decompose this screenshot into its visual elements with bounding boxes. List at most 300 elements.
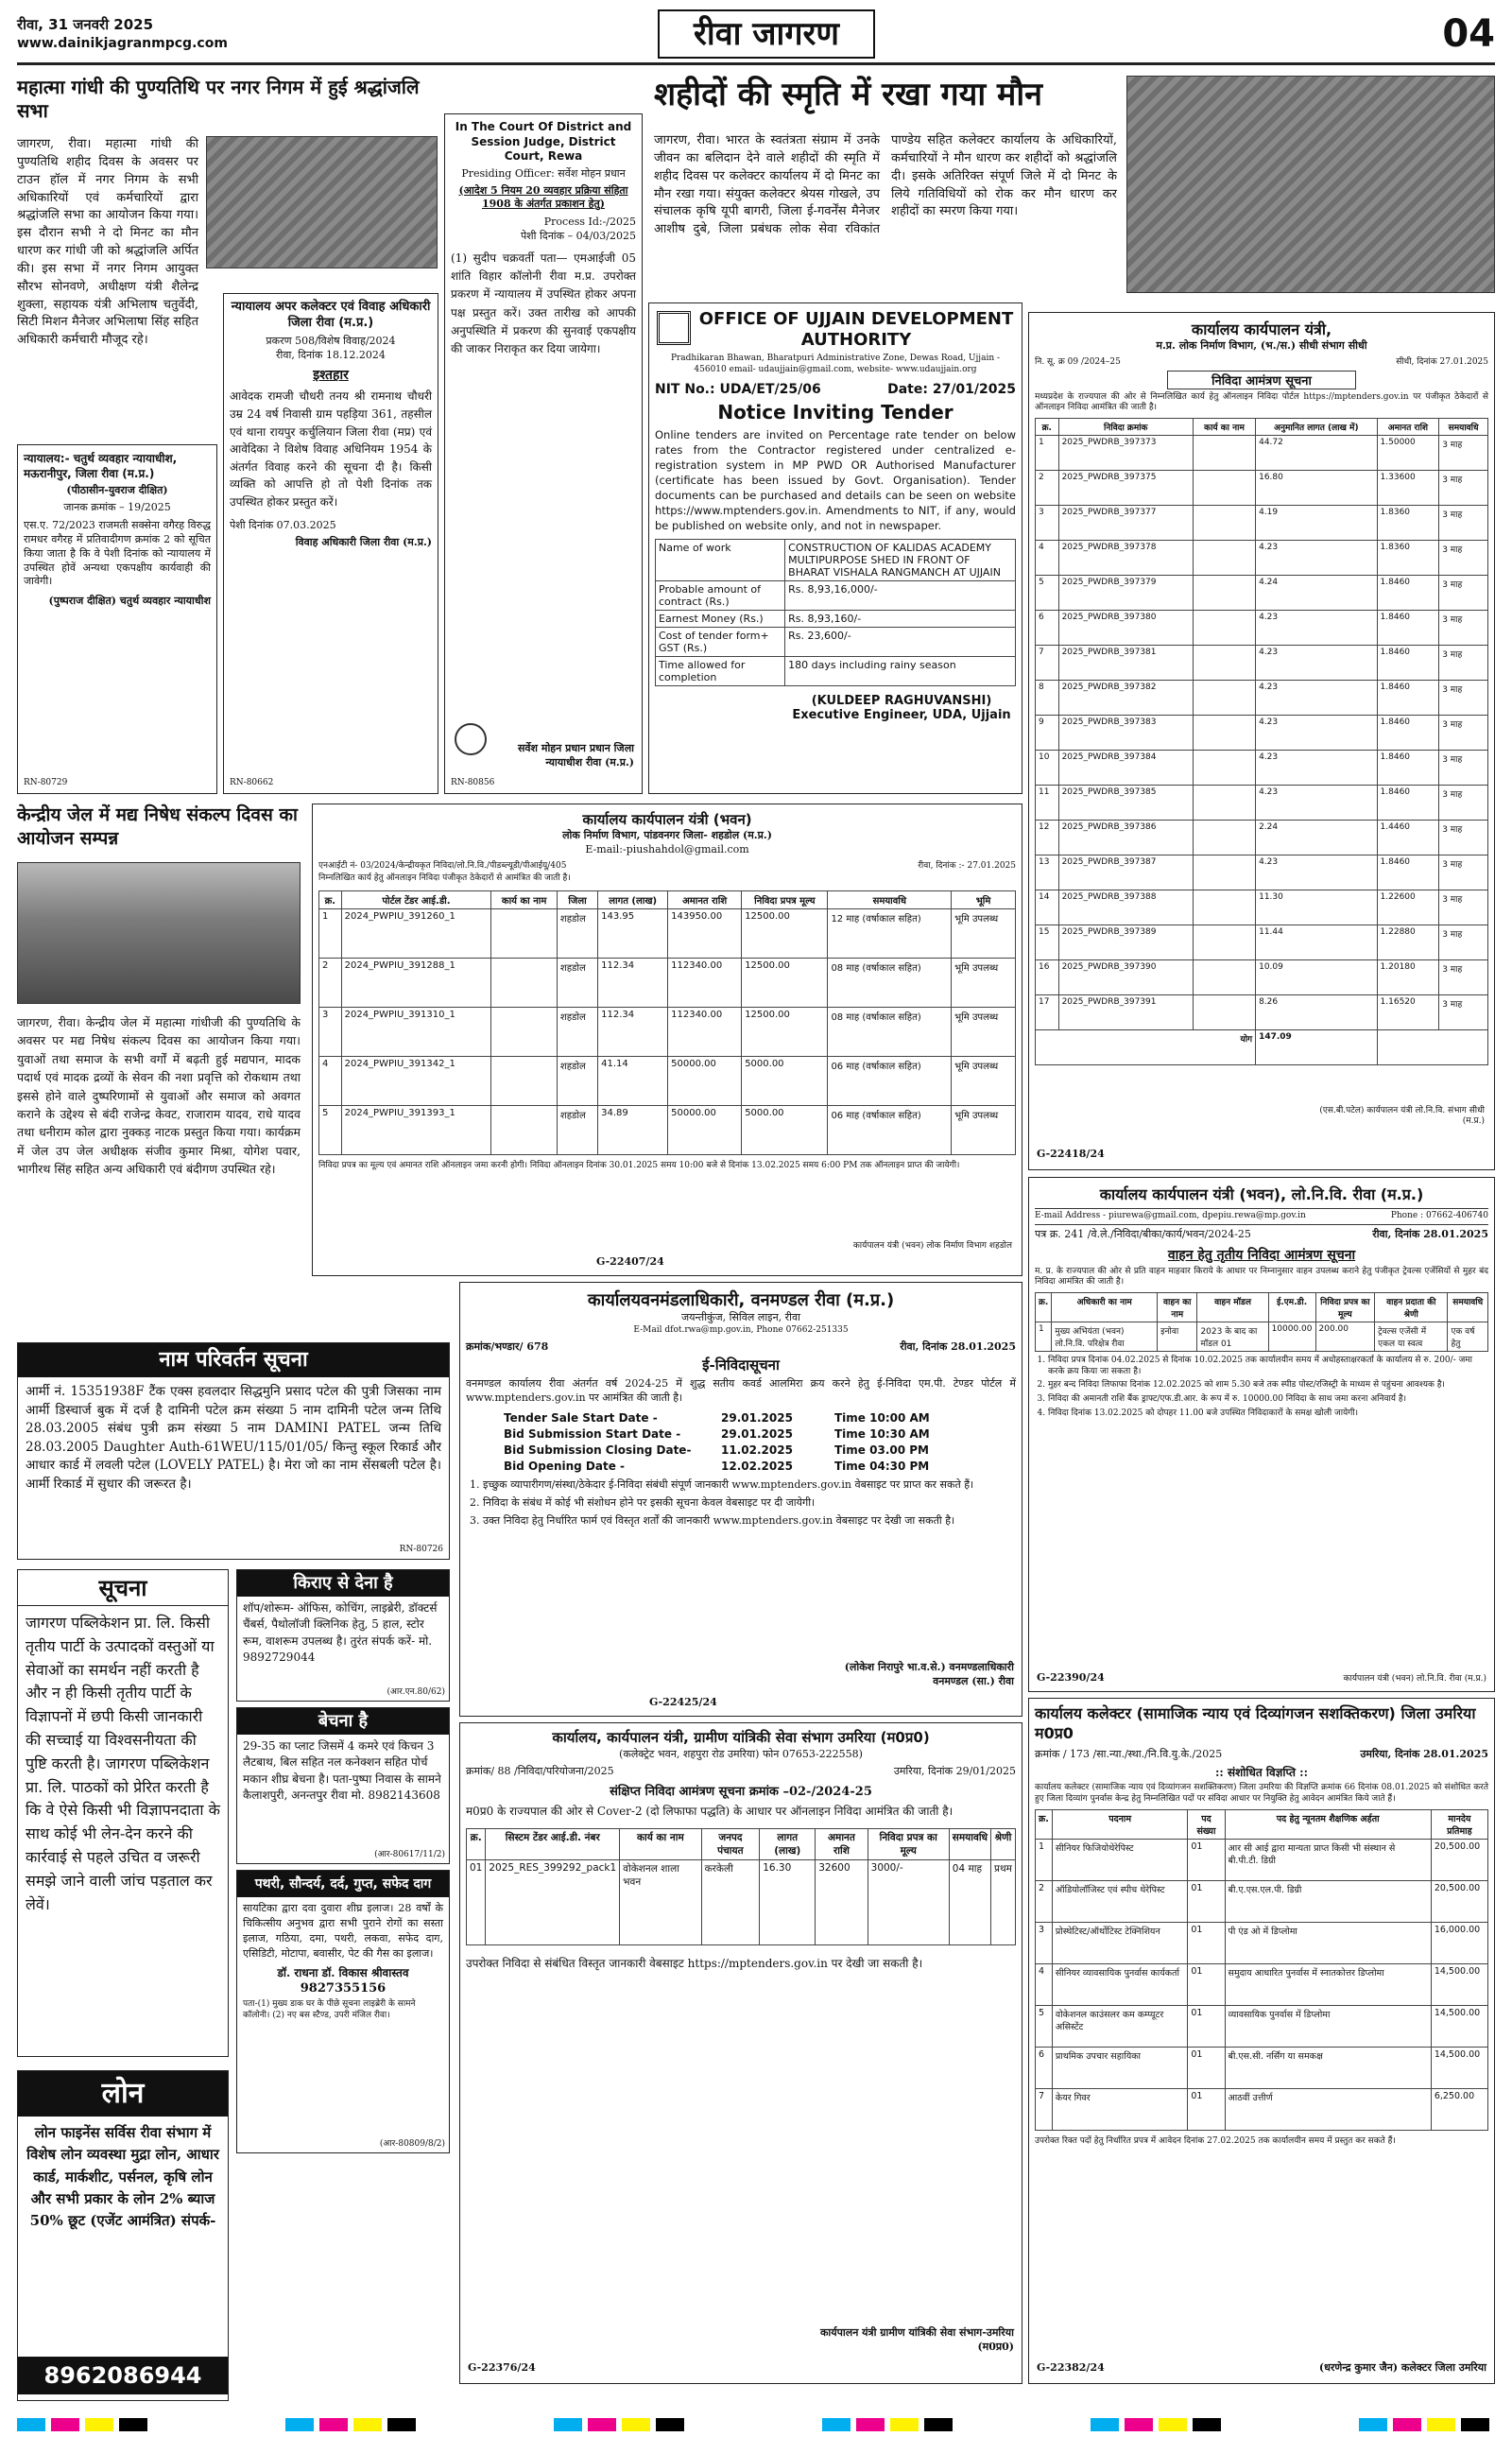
table-cell: भूमि उपलब्ध bbox=[952, 1106, 1016, 1155]
table-cell: पी एंड ओ में डिप्लोमा bbox=[1225, 1922, 1431, 1963]
table-cell: 2025_PWDRB_397391 bbox=[1058, 994, 1193, 1029]
list-item: 3. निविदा की अमानती राशि बैंक ड्राफ्ट/एफ.डी.आर. के रूप में रु. 10000.00 निविदा के साथ जमा करना अनिवार्य है। bbox=[1048, 1394, 1488, 1406]
registration-swatch-group bbox=[554, 2417, 690, 2435]
table-cell: अधिकारी का नाम bbox=[1052, 1292, 1158, 1322]
table-cell: 2025_RES_399292_pack1 bbox=[486, 1860, 620, 1945]
table-cell: 4.23 bbox=[1256, 645, 1377, 680]
table-cell: कार्य का नाम bbox=[491, 891, 558, 909]
table-cell: 2024_PWPIU_391393_1 bbox=[341, 1106, 491, 1155]
signature: सर्वेश मोहन प्रधान प्रधान जिला न्यायाधीश रीवा (म.प्र.) bbox=[518, 742, 634, 769]
table-cell: 16.80 bbox=[1256, 470, 1377, 505]
table-cell: Time 03.00 PM bbox=[834, 1443, 929, 1458]
table-cell bbox=[1193, 435, 1255, 470]
table-cell: 1.20180 bbox=[1377, 959, 1439, 994]
table-cell: 3 माह bbox=[1439, 785, 1488, 820]
table-cell: ट्रेवल्स एजेंसी में एकल या स्वत्व bbox=[1375, 1322, 1448, 1351]
table-cell: 2025_PWDRB_397373 bbox=[1058, 435, 1193, 470]
table-cell bbox=[1193, 890, 1255, 925]
notice-date: रीवा, दिनांक 18.12.2024 bbox=[276, 348, 386, 361]
table-cell: 3 माह bbox=[1439, 575, 1488, 610]
ref-number: एनआईटी नं- 03/2024/केन्द्रीयकृत निविदा/लो.नि.वि./पीडब्ल्यूडी/पीआईयू/405 bbox=[318, 860, 567, 871]
office-name: कार्यालय कलेक्टर (सामाजिक न्याय एवं दिव्यांगजन सशक्तिकरण) जिला उमरिया म0प्र0 bbox=[1035, 1704, 1476, 1742]
table-cell: 1.8460 bbox=[1377, 610, 1439, 645]
table-cell: 1.8460 bbox=[1377, 715, 1439, 750]
table-cell: अनुमानित लागत (लाख में) bbox=[1256, 418, 1377, 435]
office-name: कार्यालय, कार्यपालन यंत्री, ग्रामीण यांत्रिकी सेवा संभाग उमरिया (म0प्र0) bbox=[552, 1729, 930, 1746]
table-row bbox=[1036, 470, 1488, 505]
classified-rent bbox=[236, 1569, 450, 1702]
notice-body: एस.ए. 72/2023 राजमती सक्सेना वगैरह विरुद्ध रामधर वगैरह में प्रतिवादीगण क्रमांक 2 को सूचित किया जाता है कि वे पेशी दिनांक को न्यायालय में उपस्थित होवें अन्यथा एकपक्षीय कार्यवाही की जावेगी। bbox=[24, 519, 211, 588]
classified-body: लोन फाइनेंस सर्विस रीवा संभाग में विशेष लोन व्यवस्था मुद्रा लोन, आधार कार्ड, मार्कशीट, पर्सनल, कृषि लोन और सभी प्रकार के लोन 2% ब्याज 50% छूट (एजेंट आमंत्रित) संपर्क- bbox=[26, 2124, 219, 2229]
table-cell: 2025_PWDRB_397385 bbox=[1058, 785, 1193, 820]
table-cell: कार्य का नाम bbox=[620, 1829, 701, 1860]
office-email[interactable]: E-mail:-piushahdol@gmail.com bbox=[585, 842, 749, 855]
table-cell: 2 bbox=[319, 959, 342, 1008]
table-cell: आठवीं उत्तीर्ण bbox=[1225, 2088, 1431, 2130]
color-registration-strip bbox=[17, 2416, 1495, 2435]
story-jail bbox=[17, 804, 301, 1333]
photo-silence bbox=[1126, 76, 1495, 293]
table-cell: 12500.00 bbox=[742, 959, 828, 1008]
table-cell: 11.30 bbox=[1256, 890, 1377, 925]
table-row bbox=[1036, 750, 1488, 785]
table-cell: 112340.00 bbox=[668, 1008, 742, 1057]
registration-swatch bbox=[319, 2418, 348, 2431]
registration-swatch bbox=[285, 2418, 314, 2431]
headline: शहीदों की स्मृति में रखा गया मौन bbox=[654, 76, 1043, 113]
rn-code: RN-80726 bbox=[399, 1545, 443, 1555]
table-row bbox=[1036, 890, 1488, 925]
table-cell: एक वर्ष हेतु bbox=[1448, 1322, 1488, 1351]
notice-name-change bbox=[17, 1342, 450, 1560]
office-email[interactable]: E-mail Address - piurewa@gmail.com, dpepiu.rewa@mp.gov.in bbox=[1035, 1211, 1306, 1220]
table-cell: Probable amount of contract (Rs.) bbox=[656, 581, 785, 611]
table-cell: 12 माह (वर्षाकाल सहित) bbox=[828, 909, 952, 959]
table-cell: 04 माह bbox=[949, 1860, 990, 1945]
table-cell: 12.02.2025 bbox=[721, 1460, 793, 1474]
table-cell: 1 bbox=[1036, 435, 1059, 470]
office-address: (कलेक्ट्रेट भवन, शहपुरा रोड उमरिया) फोन 07653-222558) bbox=[619, 1747, 863, 1760]
ref-number: पत्र क्र. 241 /वे.ले./निविदा/बीका/कार्य/भवन/2024-25 bbox=[1035, 1227, 1251, 1240]
nit-number: NIT No.: UDA/ET/25/06 bbox=[655, 381, 821, 397]
table-cell: 44.72 bbox=[1256, 435, 1377, 470]
table-cell bbox=[1193, 750, 1255, 785]
rn-code: RN-80729 bbox=[24, 778, 68, 788]
registration-swatch bbox=[588, 2418, 616, 2431]
notice-heading: इश्तहार bbox=[313, 368, 349, 384]
notice-date: उमरिया, दिनांक 28.01.2025 bbox=[1360, 1747, 1488, 1760]
list-item: 1. निविदा प्रपत्र दिनांक 04.02.2025 से दिनांक 10.02.2025 तक कार्यालयीन समय में अधोहस्ताक्षरकर्ता के कार्यालय से रु. 200/- जमा करके क्रय किया जा सकता है। bbox=[1048, 1356, 1488, 1377]
table-cell: 16.30 bbox=[760, 1860, 816, 1945]
table-row bbox=[656, 540, 1016, 581]
table-cell: 10000.00 bbox=[1268, 1322, 1315, 1351]
phone-number[interactable]: 8962086944 bbox=[18, 2357, 228, 2394]
table-cell: 01 bbox=[1188, 2005, 1225, 2047]
notice-subtitle: (पीठासीन-युवराज दीक्षित) bbox=[66, 484, 168, 497]
table-cell: योग bbox=[1036, 1029, 1256, 1064]
table-cell: सीनियर फिजियोथेरेपिस्ट bbox=[1052, 1839, 1187, 1880]
signature: (धरणेन्द्र कुमार जैन) कलेक्टर जिला उमरिया bbox=[1318, 2361, 1486, 2375]
table-row bbox=[656, 657, 1016, 686]
table-cell: वाहन का नाम bbox=[1158, 1292, 1197, 1322]
table-row bbox=[1036, 610, 1488, 645]
table-cell: 2025_PWDRB_397380 bbox=[1058, 610, 1193, 645]
table-cell: Name of work bbox=[656, 540, 785, 581]
table-cell: 2025_PWDRB_397388 bbox=[1058, 890, 1193, 925]
table-cell: 11 bbox=[1036, 785, 1059, 820]
registration-swatch bbox=[1461, 2418, 1489, 2431]
registration-swatch bbox=[51, 2418, 79, 2431]
table-cell: Rs. 8,93,160/- bbox=[785, 611, 1016, 628]
story-body: जागरण, रीवा। केन्द्रीय जेल में महात्मा गांधीजी की पुण्यतिथि के अवसर पर मद्य निषेध संकल्प दिवस का आयोजन किया गया। युवाओं तथा समाज के सभी वर्गों में बढ़ती हुई मद्यपान, मादक पदार्थ एवं मादक द्रव्यों के सेवन की नशा प्रवृत्ति को रोकथाम तथा इससे होने वाले दुष्परिणामों से युवाओं और समाज को अवगत कराने के उद्देश्य से बंदी राजेन्द्र केवट, राजाराम यादव, राधे यादव तथा धनीराम कोल द्वारा नुक्कड़ नाटक प्रस्तुत किया गया। कार्यक्रम में जेल उप जेल अधीक्षक संजीव कुमार मिश्रा, योगेश पवार, भागीरथ सिंह सहित अन्य अधिकारी एवं बंदीगण उपस्थित रहे। bbox=[17, 1015, 301, 1176]
table-row bbox=[1036, 1322, 1488, 1351]
table-cell: 1.8460 bbox=[1377, 855, 1439, 890]
table-cell: 4 bbox=[1036, 540, 1059, 575]
table-cell: 112340.00 bbox=[668, 959, 742, 1008]
notice-intro: म. प्र. के राज्यपाल की ओर से प्रति वाहन माहवार किराये के आधार पर निम्नानुसार वाहन उपलब्ध कराने हेतु पंजीकृत ट्रेवल्स एजेंसियों से मुहर बंद निविदा आमंत्रित की जाती है। bbox=[1035, 1266, 1488, 1287]
tender-shahdol bbox=[312, 804, 1022, 1276]
vehicle-table bbox=[1035, 1292, 1488, 1352]
notice-court-mauranipur bbox=[17, 444, 217, 794]
table-cell bbox=[491, 1106, 558, 1155]
table-cell: 1.8460 bbox=[1377, 785, 1439, 820]
signature: कार्यपालन यंत्री (भवन) लोक निर्माण विभाग शहडोल bbox=[852, 1241, 1012, 1252]
registration-swatch-group bbox=[17, 2417, 153, 2435]
table-cell: जिला bbox=[557, 891, 597, 909]
table-row bbox=[1036, 435, 1488, 470]
classified-health bbox=[236, 1870, 450, 2153]
registration-swatch bbox=[85, 2418, 113, 2431]
table-cell: Time 04:30 PM bbox=[834, 1460, 930, 1474]
table-cell: भूमि bbox=[952, 891, 1016, 909]
table-cell: 1 bbox=[1036, 1322, 1052, 1351]
list-item: 2. मुहर बन्द निविदा लिफाफा दिनांक 12.02.2025 को शाम 5.30 बजे तक स्पीड पोस्ट/रजिस्ट्री के माध्यम से पहुंचना आवश्यक है। bbox=[1048, 1380, 1488, 1391]
table-cell bbox=[1193, 855, 1255, 890]
table-cell: शहडोल bbox=[557, 1106, 597, 1155]
registration-swatch-group bbox=[822, 2417, 958, 2435]
table-cell: 10 bbox=[1036, 750, 1059, 785]
office-dept: म.प्र. लोक निर्माण विभाग, (भ./स.) सीधी संभाग सीधी bbox=[1156, 339, 1367, 352]
table-cell: 11.44 bbox=[1256, 925, 1377, 959]
notice-intro: मध्यप्रदेश के राज्यपाल की ओर से निम्नलिखित कार्य हेतु ऑनलाइन निविदा पोर्टल https://mptenders.gov.in पर पंजीकृत ठेकेदारों से ऑनलाइन निविदा आमंत्रित की जाती है। bbox=[1035, 391, 1488, 413]
table-cell: 32600 bbox=[816, 1860, 868, 1945]
table-cell: भूमि उपलब्ध bbox=[952, 1008, 1016, 1057]
table-cell: वाहन मॉडल bbox=[1197, 1292, 1268, 1322]
table-cell: 4.23 bbox=[1256, 855, 1377, 890]
table-cell: 41.14 bbox=[598, 1057, 668, 1106]
schedule-row bbox=[504, 1427, 1016, 1441]
office-name: OFFICE OF UJJAIN DEVELOPMENT AUTHORITY bbox=[698, 309, 1014, 350]
table-cell: 50000.00 bbox=[668, 1106, 742, 1155]
table-row bbox=[1036, 575, 1488, 610]
table-cell: समयावधि bbox=[1439, 418, 1488, 435]
phone-number[interactable]: 9827355156 bbox=[300, 1980, 387, 1996]
table-cell: 7 bbox=[1036, 2088, 1053, 2130]
masthead-rule bbox=[17, 62, 1495, 65]
table-cell bbox=[1193, 575, 1255, 610]
table-cell bbox=[1193, 505, 1255, 540]
registration-swatch bbox=[856, 2418, 885, 2431]
office-phone: Phone : 07662-406740 bbox=[1390, 1211, 1488, 1220]
notice-intro: म0प्र0 के राज्यपाल की ओर से Cover-2 (दो लिफाफा पद्धति) के आधार पर ऑनलाइन निविदा आमंत्रित की जाती है। bbox=[466, 1805, 954, 1819]
table-cell: Time 10:00 AM bbox=[834, 1411, 930, 1426]
signatory: (KULDEEP RAGHUVANSHI) bbox=[811, 694, 992, 709]
court-seal-icon bbox=[455, 723, 487, 755]
table-cell: शहडोल bbox=[557, 1057, 597, 1106]
notice-marriage bbox=[223, 293, 438, 794]
registration-swatch bbox=[1159, 2418, 1187, 2431]
table-row bbox=[656, 628, 1016, 657]
table-cell: 3 माह bbox=[1439, 505, 1488, 540]
notice-title: नाम परिवर्तन सूचना bbox=[18, 1343, 449, 1377]
table-cell: 2025_PWDRB_397379 bbox=[1058, 575, 1193, 610]
registration-swatch bbox=[622, 2418, 650, 2431]
table-cell: क्र. bbox=[319, 891, 342, 909]
tender-table bbox=[655, 539, 1016, 686]
classified-body: सायटिका द्वारा दवा दुवारा शीघ्र इलाज। 28 वर्षों के चिकित्सीय अनुभव द्वारा सभी पुराने रोगों का सस्ता इलाज, गठिया, दमा, पथरी, लकवा, सफेद दाग, एसिडिटी, मोटापा, बवासीर, पेट की गैस का इलाज। bbox=[243, 1902, 443, 1960]
registration-swatch bbox=[554, 2418, 582, 2431]
table-cell: 50000.00 bbox=[668, 1057, 742, 1106]
table-cell bbox=[1193, 715, 1255, 750]
signature: विवाह अधिकारी जिला रीवा (म.प्र.) bbox=[295, 536, 432, 549]
notice-disclaimer bbox=[17, 1569, 229, 2057]
table-cell: 01 bbox=[1188, 1880, 1225, 1922]
table-cell: 3 माह bbox=[1439, 680, 1488, 715]
table-cell: ऑडियोलॉजिस्ट एवं स्पीच थेरेपिस्ट bbox=[1052, 1880, 1187, 1922]
table-cell: 3 bbox=[319, 1008, 342, 1057]
table-cell: 3 माह bbox=[1439, 540, 1488, 575]
table-cell: 3 माह bbox=[1439, 959, 1488, 994]
headline: केन्द्रीय जेल में मद्य निषेध संकल्प दिवस का आयोजन सम्पन्न bbox=[17, 804, 298, 849]
table-cell bbox=[1193, 470, 1255, 505]
rn-code: RN-80856 bbox=[451, 778, 495, 788]
classified-sale bbox=[236, 1707, 450, 1864]
office-email[interactable]: E-Mail dfot.rwa@mp.gov.in, Phone 07662-251335 bbox=[633, 1324, 849, 1335]
notice-date: रीवा, दिनांक 28.01.2025 bbox=[900, 1339, 1016, 1353]
table-cell: 3000/- bbox=[868, 1860, 949, 1945]
table-cell: 16,000.00 bbox=[1431, 1922, 1487, 1963]
notice-heading: संक्षिप्त निविदा आमंत्रण सूचना क्रमांक –02-/2024-25 bbox=[610, 1785, 872, 1800]
table-cell: वोकेशनल काउंसलर कम कम्प्यूटर असिस्टेंट bbox=[1052, 2005, 1187, 2047]
classified-loan bbox=[17, 2070, 229, 2401]
table-cell: 1 bbox=[319, 909, 342, 959]
table-cell bbox=[1193, 820, 1255, 855]
table-cell bbox=[1193, 959, 1255, 994]
table-cell: 4.19 bbox=[1256, 505, 1377, 540]
page-number: 04 bbox=[1442, 12, 1495, 56]
table-cell: 08 माह (वर्षाकाल सहित) bbox=[828, 959, 952, 1008]
table-row bbox=[1036, 1839, 1488, 1880]
table-cell: 4.23 bbox=[1256, 785, 1377, 820]
table-cell bbox=[1377, 1029, 1487, 1064]
table-cell bbox=[1193, 540, 1255, 575]
table-cell: 6 bbox=[1036, 610, 1059, 645]
presiding-officer: Presiding Officer: सर्वेश मोहन प्रधान bbox=[461, 166, 626, 180]
table-cell: समुदाय आधारित पुनर्वास में स्नातकोत्तर डिप्लोमा bbox=[1225, 1963, 1431, 2005]
table-cell: 01 bbox=[1188, 2088, 1225, 2130]
table-cell: 3 bbox=[1036, 505, 1059, 540]
table-cell: 2024_PWPIU_391260_1 bbox=[341, 909, 491, 959]
ref-number: क्रमांक/भण्डार/ 678 bbox=[466, 1339, 549, 1353]
table-row bbox=[1036, 1880, 1488, 1922]
table-cell: क्र. bbox=[1036, 1809, 1053, 1839]
table-cell bbox=[1193, 925, 1255, 959]
table-cell: 3 माह bbox=[1439, 435, 1488, 470]
table-cell: 2025_PWDRB_397384 bbox=[1058, 750, 1193, 785]
table-cell: 5000.00 bbox=[742, 1106, 828, 1155]
masthead bbox=[17, 9, 1495, 66]
collector-table bbox=[1035, 1809, 1488, 2131]
rn-code: (आर-80617/11/2) bbox=[374, 1850, 445, 1860]
table-cell: 12500.00 bbox=[742, 909, 828, 959]
table-cell: 147.09 bbox=[1256, 1029, 1377, 1064]
table-cell: 10.09 bbox=[1256, 959, 1377, 994]
table-cell: 1.50000 bbox=[1377, 435, 1439, 470]
registration-swatch bbox=[119, 2418, 147, 2431]
office-dept: लोक निर्माण विभाग, पांडवनगर जिला- शहडोल (म.प्र.) bbox=[562, 829, 772, 841]
table-cell: 1.8460 bbox=[1377, 575, 1439, 610]
table-cell bbox=[491, 1057, 558, 1106]
table-cell: 9 bbox=[1036, 715, 1059, 750]
table-cell: पोर्टल टेंडर आई.डी. bbox=[341, 891, 491, 909]
tender-sidhi bbox=[1028, 312, 1495, 1170]
case-number: प्रकरण 508/विशेष विवाह/2024 bbox=[266, 334, 396, 347]
notice-title: न्यायालय:- चतुर्थ व्यवहार न्यायाधीश, मऊरानीपुर, जिला रीवा (म.प्र.) bbox=[24, 452, 178, 481]
table-cell: 2025_PWDRB_397378 bbox=[1058, 540, 1193, 575]
table-cell: प्राथमिक उपचार सहायिका bbox=[1052, 2047, 1187, 2088]
table-cell: 2024_PWPIU_391310_1 bbox=[341, 1008, 491, 1057]
table-cell: 4.23 bbox=[1256, 540, 1377, 575]
table-row bbox=[1036, 1963, 1488, 2005]
signature: (पुष्पराज दीक्षित) चतुर्थ व्यवहार न्यायाधीश bbox=[48, 595, 211, 608]
table-cell: प्रोस्थेटिस्ट/ऑर्थोटिस्ट टेक्निशियन bbox=[1052, 1922, 1187, 1963]
table-cell: 4.23 bbox=[1256, 715, 1377, 750]
signature: कार्यपालन यंत्री (भवन) लो.नि.वि. रीवा (म.प्र.) bbox=[1343, 1674, 1486, 1685]
table-cell: निविदा प्रपत्र मूल्य bbox=[742, 891, 828, 909]
table-cell: 11.02.2025 bbox=[721, 1443, 793, 1458]
notice-title: सूचना bbox=[18, 1570, 228, 1606]
table-row bbox=[319, 909, 1016, 959]
office-address: Pradhikaran Bhawan, Bharatpuri Administrative Zone, Dewas Road, Ujjain - 456010 email- udaujjain@gmail.com, website- www.udaujjain.org bbox=[670, 354, 1001, 374]
classified-body: शॉप/शोरूम- ऑफिस, कोचिंग, लाइब्रेरी, डॉक्टर्स चैंबर्स, पैथोलॉजी क्लिनिक हेतु, 5 हाल, स्टोर रूम, वाशरूम उपलब्ध है। तुरंत संपर्क करें- मो. 9892729044 bbox=[243, 1601, 438, 1665]
table-cell: मुख्य अभियंता (भवन) लो.नि.वि. परिक्षेत्र रीवा bbox=[1052, 1322, 1158, 1351]
story-martyrs bbox=[654, 76, 1495, 302]
registration-swatch bbox=[1193, 2418, 1221, 2431]
table-cell: 12 bbox=[1036, 820, 1059, 855]
notice-body: आवेदक रामजी चौधरी तनय श्री रामनाथ चौधरी उम्र 24 वर्ष निवासी ग्राम पहड़िया 361, तहसील एवं थाना रायपुर कर्चुलियान जिला रीवा (मप्र) एवं आवेदिका ने विशेष विवाह अधिनियम 1954 के अंतर्गत विवाह करने की सूचना दी है। किसी व्यक्ति को आपत्ति हो तो पेशी दिनांक तक उपस्थित होकर प्रस्तुत करें। bbox=[230, 389, 432, 510]
table-cell bbox=[1193, 645, 1255, 680]
table-cell: 5 bbox=[1036, 575, 1059, 610]
tender-body: Online tenders are invited on Percentage rate tender on below rates from the Contractor registered under centralized e-registration system in MP PWD OR Authorised Manufacturer (certificate has been issued by Govt. Organisation). Tender documents can be purchased and details can be seen on website https://www.mptenders.gov.in. Amendments to NIT, if any, would be published on website only, and not in newspaper. bbox=[655, 427, 1016, 533]
table-cell: बी.ए.एस.एल.पी. डिग्री bbox=[1225, 1880, 1431, 1922]
table-cell: 5000.00 bbox=[742, 1057, 828, 1106]
office-address: जयन्तीकुंज, सिविल लाइन, रीवा bbox=[681, 1311, 800, 1323]
rn-code: (आर-80809/8/2) bbox=[379, 2139, 445, 2150]
schedule-row bbox=[504, 1460, 1016, 1473]
table-row bbox=[1036, 994, 1488, 1029]
table-cell: भूमि उपलब्ध bbox=[952, 1057, 1016, 1106]
table-cell: 2023 के बाद का मॉडल 01 bbox=[1197, 1322, 1268, 1351]
table-cell: 1.8460 bbox=[1377, 645, 1439, 680]
table-cell: व्यावसायिक पुनर्वास में डिप्लोमा bbox=[1225, 2005, 1431, 2047]
table-cell: 2.24 bbox=[1256, 820, 1377, 855]
table-row bbox=[1036, 1922, 1488, 1963]
notice-court-session bbox=[444, 113, 643, 794]
list-item: 1. इच्छुक व्यापारीगण/संस्था/ठेकेदार ई-निविदा संबंधी संपूर्ण जानकारी www.mptenders.gov.in वेबसाइट पर प्राप्त कर सकते हैं। bbox=[483, 1478, 1016, 1493]
table-cell: 29.01.2025 bbox=[721, 1427, 793, 1442]
table-cell: Bid Submission Start Date - bbox=[504, 1427, 681, 1442]
table-row bbox=[656, 611, 1016, 628]
table-cell: 3 bbox=[1036, 1922, 1053, 1963]
table-cell: 4.23 bbox=[1256, 750, 1377, 785]
table-cell: 2025_PWDRB_397389 bbox=[1058, 925, 1193, 959]
table-cell: 01 bbox=[1188, 2047, 1225, 2088]
table-cell: 20,500.00 bbox=[1431, 1880, 1487, 1922]
notice-date: रीवा, दिनांक 28.01.2025 bbox=[1372, 1227, 1488, 1240]
schedule-row bbox=[504, 1411, 1016, 1425]
table-cell: 01 bbox=[1188, 1922, 1225, 1963]
ad-code: G-22407/24 bbox=[596, 1255, 664, 1269]
website[interactable]: www.dainikjagranmpcg.com bbox=[17, 36, 228, 51]
photo-gandhi-tribute bbox=[206, 136, 438, 268]
table-cell: पदनाम bbox=[1052, 1809, 1187, 1839]
notice-body: जागरण पब्लिकेशन प्रा. लि. किसी तृतीय पार्टी के उत्पादकों वस्तुओं या सेवाओं का समर्थन नहीं करती है और न ही किसी तृतीय पार्टी के विज्ञापनों में छपी किसी जानकारी की सच्चाई या विश्वसनीयता की पुष्टि करती है। जागरण पब्लिकेशन प्रा. लि. पाठकों को प्रेरित करती है कि वे ऐसे किसी भी विज्ञापनदाता के साथ कोई भी लेन-देन करने की कार्रवाई से पहले उचित व जरूरी समझे जाने वाली जांच पड़ताल कर लेवें। bbox=[26, 1614, 220, 1913]
table-cell: 1.16520 bbox=[1377, 994, 1439, 1029]
table-cell: Bid Submission Closing Date- bbox=[504, 1443, 692, 1458]
table-cell: निविदा प्रपत्र का मूल्य bbox=[868, 1829, 949, 1860]
schedule-row bbox=[504, 1443, 1016, 1457]
table-cell: 15 bbox=[1036, 925, 1059, 959]
notice-title: न्यायालय अपर कलेक्टर एवं विवाह अधिकारी जिला रीवा (म.प्र.) bbox=[231, 300, 431, 330]
classified-title: बेचना है bbox=[237, 1708, 449, 1735]
office-name: कार्यालय कार्यपालन यंत्री (भवन) bbox=[582, 811, 752, 828]
notice-title: In The Court Of District and Session Judge, District Court, Rewa bbox=[455, 120, 632, 164]
table-cell: क्र. bbox=[1036, 418, 1059, 435]
table-cell: अमानत राशि bbox=[816, 1829, 868, 1860]
table-cell: लागत (लाख) bbox=[598, 891, 668, 909]
notice-heading: :: संशोधित विज्ञप्ति :: bbox=[1214, 1766, 1309, 1780]
table-row bbox=[319, 1057, 1016, 1106]
table-row bbox=[467, 1860, 1016, 1945]
ad-code: G-22418/24 bbox=[1037, 1148, 1105, 1161]
table-cell: अमानत राशि bbox=[668, 891, 742, 909]
registration-swatch bbox=[822, 2418, 850, 2431]
table-row bbox=[1036, 2088, 1488, 2130]
table-cell: करकेली bbox=[701, 1860, 760, 1945]
table-row bbox=[1036, 925, 1488, 959]
notice-footer: उपरोक्त रिक्त पदों हेतु निर्धारित प्रपत्र में आवेदन दिनांक 27.02.2025 तक कार्यालयीन समय में प्रस्तुत कर सकते हैं। bbox=[1035, 2135, 1396, 2146]
table-cell: 2025_PWDRB_397381 bbox=[1058, 645, 1193, 680]
table-cell: भूमि उपलब्ध bbox=[952, 909, 1016, 959]
table-cell: 2025_PWDRB_397383 bbox=[1058, 715, 1193, 750]
table-cell: 3 माह bbox=[1439, 925, 1488, 959]
table-cell: सिस्टम टेंडर आई.डी. नंबर bbox=[486, 1829, 620, 1860]
table-cell: Rs. 8,93,16,000/- bbox=[785, 581, 1016, 611]
tender-ujjain bbox=[648, 302, 1022, 794]
signature: कार्यपालन यंत्री ग्रामीण यांत्रिकी सेवा संभाग-उमरिया (म0प्र0) bbox=[819, 2326, 1014, 2354]
table-row bbox=[656, 581, 1016, 611]
registration-swatch bbox=[890, 2418, 919, 2431]
table-cell: Cost of tender form+ GST (Rs.) bbox=[656, 628, 785, 657]
story-body: जागरण, रीवा। भारत के स्वतंत्रता संग्राम में उनके जीवन का बलिदान देने वाले शहीदों की स्मृति में शहीद दिवस पर कलेक्टर कार्यालय में दो मिनट का मौन रखा गया। संयुक्त कलेक्टर श्रेयस गोखले, उप संचालक कृषि यूपी बागरी, जिला ई-गवर्नेंस मैनेजर आशीष दुबे, जिला प्रबंधक लोक सेवा रविकांत पाण्डेय सहित कलेक्टर कार्यालय के अधिकारियों, कर्मचारियों ने मौन धारण कर शहीदों को श्रद्धांजलि दी। इसके अतिरिक्त संपूर्ण जिले में दो मिनट के लिये गतिविधियों को रोक कर मौन धारण कर शहीदों का स्मरण किया गया। bbox=[654, 133, 1117, 237]
table-cell: 5 bbox=[319, 1106, 342, 1155]
table-cell: 17 bbox=[1036, 994, 1059, 1029]
table-cell: समयावधि bbox=[949, 1829, 990, 1860]
signature: (एस.बी.पटेल) कार्यपालन यंत्री लो.नि.वि. संभाग सीधी (म.प्र.) bbox=[1319, 1105, 1485, 1127]
ref-number: क्रमांक / 173 /सा.न्या./स्था./नि.वि.यु.के./2025 bbox=[1035, 1747, 1223, 1760]
photo-jail-event bbox=[17, 862, 301, 1004]
table-cell: 4 bbox=[1036, 1963, 1053, 2005]
